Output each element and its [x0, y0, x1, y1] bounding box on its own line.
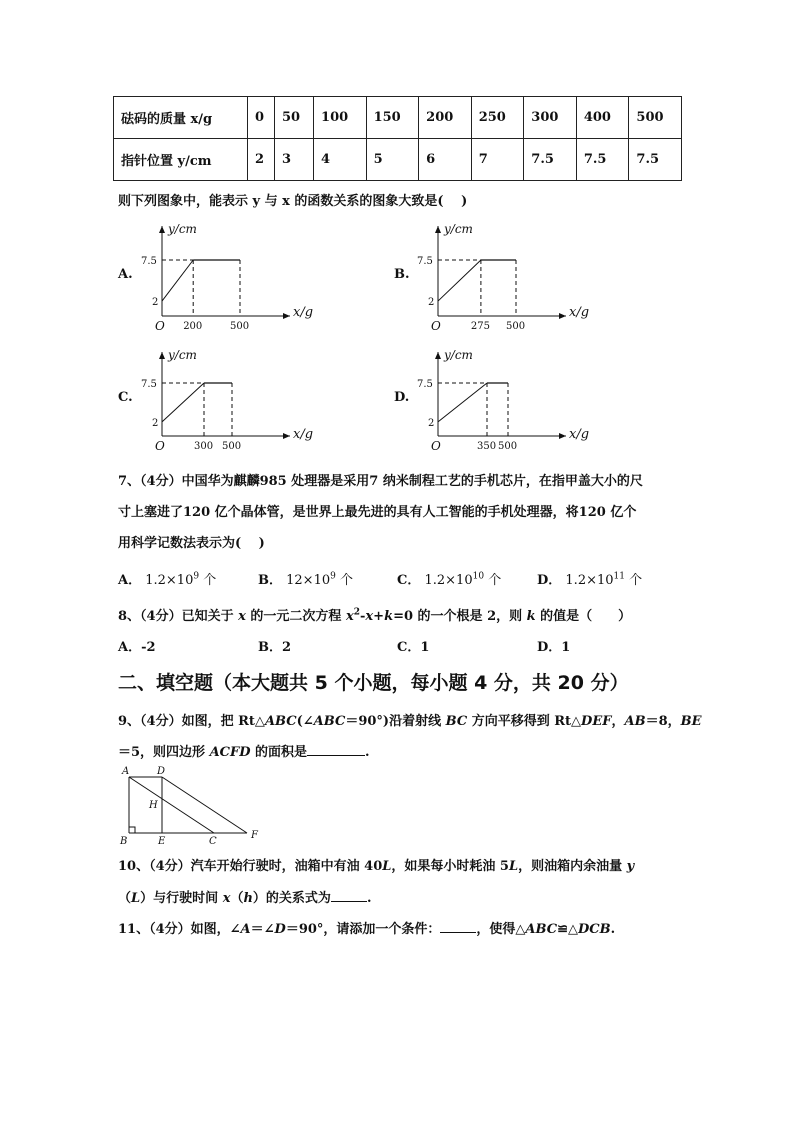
q9-text: . — [365, 745, 370, 760]
y-axis-label: y/cm — [168, 222, 197, 236]
q8-text: =0 的一个根是 2，则 — [393, 609, 527, 624]
function-graph — [138, 344, 314, 454]
answer-blank[interactable] — [307, 755, 365, 756]
label-B: B — [120, 836, 128, 847]
eq-plus: + — [373, 609, 385, 624]
q11-text: ＝∠ — [250, 922, 275, 937]
var-k: k — [526, 609, 536, 624]
y-axis-arrow — [159, 226, 165, 233]
label-F: F — [251, 830, 258, 841]
row-label: 指针位置 y/cm — [114, 139, 248, 181]
option-unit: 个 — [335, 573, 353, 588]
option-letter: A． — [118, 573, 142, 588]
q11-text: ，使得△ — [476, 922, 526, 937]
var-x: x — [222, 891, 231, 906]
q9-text: (∠ — [296, 714, 314, 729]
q9-text: ＝90°)沿着射线 — [345, 714, 446, 729]
angle-D: D — [274, 922, 286, 937]
q11-text: 11、（4分）如图，∠ — [118, 922, 241, 937]
table-cell: 250 — [471, 97, 524, 139]
graph-option-label[interactable]: D. — [394, 390, 410, 405]
unit-L: L — [131, 891, 141, 906]
origin-label: O — [431, 319, 441, 333]
y-tick-label: 7.5 — [417, 256, 433, 267]
graph-option-label[interactable]: A. — [118, 267, 133, 282]
y-axis-label: y/cm — [444, 348, 473, 362]
option-letter: B． — [258, 573, 282, 588]
option-exponent: 9 — [193, 571, 200, 582]
x-axis-label: x/g — [569, 305, 590, 320]
option-letter: A． — [118, 640, 142, 655]
y-tick-label: 7.5 — [141, 256, 157, 267]
q9-text: 方向平移得到 Rt△ — [467, 714, 582, 729]
x-axis-label: x/g — [293, 427, 314, 442]
math-abc: ABC — [313, 714, 346, 729]
option-letter: D． — [537, 573, 562, 588]
answer-blank[interactable] — [331, 901, 367, 902]
option-unit: 个 — [484, 573, 502, 588]
q11-text: . — [610, 922, 616, 937]
table-cell: 6 — [419, 139, 472, 181]
origin-label: O — [431, 439, 441, 453]
math-abc: ABC — [264, 714, 297, 729]
graph-rising-segment — [438, 383, 487, 422]
table-cell: 7.5 — [576, 139, 629, 181]
option-value: 1.2×10 — [420, 573, 473, 588]
q11-text: ＝90°，请添加一个条件： — [285, 922, 441, 937]
table-cell: 0 — [248, 97, 275, 139]
x-tick-label: 500 — [222, 441, 242, 452]
label-H: H — [149, 800, 158, 811]
q8-text: 的值是（ ） — [535, 609, 632, 624]
y-axis-arrow — [435, 226, 441, 233]
option-unit: 个 — [199, 573, 217, 588]
q10-text: ，则油箱内余油量 — [518, 859, 627, 874]
math-def: DEF — [581, 714, 612, 729]
q10-text: . — [366, 891, 372, 906]
q9-line2 — [118, 741, 370, 760]
graph-option-label[interactable]: B. — [394, 267, 410, 282]
q10-text: ，如果每小时耗油 5 — [391, 859, 509, 874]
unit-h: h — [243, 891, 253, 906]
unit-L: L — [508, 859, 519, 874]
data-table — [113, 96, 682, 181]
table-cell: 400 — [576, 97, 629, 139]
section-heading: 二、填空题（本大题共 5 个小题，每小题 4 分，共 20 分） — [118, 672, 629, 694]
graph-rising-segment — [162, 383, 204, 422]
x-tick-label: 500 — [506, 321, 526, 332]
q9-text: 的面积是 — [250, 745, 308, 760]
q10-line2 — [118, 887, 371, 906]
function-graph — [138, 218, 314, 333]
y-axis-arrow — [435, 352, 441, 359]
q10-text: ）的关系式为 — [252, 891, 331, 906]
math-bc: BC — [445, 714, 468, 729]
option-value: -2 — [141, 640, 156, 655]
y-tick-label: 7.5 — [141, 379, 157, 390]
q8-option[interactable] — [397, 636, 429, 655]
q10-text: 10、（4分）汽车开始行驶时，油箱中有油 40 — [118, 859, 383, 874]
x-tick-label: 500 — [230, 321, 250, 332]
eq-exponent: 2 — [353, 607, 360, 618]
table-cell: 5 — [366, 139, 419, 181]
q6-stem: 则下列图象中，能表示 y 与 x 的函数关系的图象大致是( ) — [118, 194, 468, 209]
table-cell: 500 — [629, 97, 682, 139]
graph-option-label[interactable]: C. — [118, 390, 133, 405]
math-be: BE — [680, 714, 702, 729]
graph-rising-segment — [162, 260, 193, 301]
table-cell: 7.5 — [629, 139, 682, 181]
q10-text: ）与行驶时间 — [140, 891, 223, 906]
function-graph — [414, 218, 590, 333]
var-x: x — [238, 609, 246, 624]
q11-line1 — [118, 918, 615, 937]
x-axis-arrow — [283, 313, 290, 319]
unit-L: L — [382, 859, 392, 874]
table-cell: 7.5 — [524, 139, 577, 181]
origin-label: O — [155, 439, 165, 453]
eq-minus: - — [359, 609, 366, 624]
option-exponent: 10 — [472, 571, 485, 582]
option-value: 1.2×10 — [561, 573, 614, 588]
option-letter: C． — [397, 573, 421, 588]
table-cell: 4 — [314, 139, 367, 181]
origin-label: O — [155, 319, 165, 333]
math-abc: ABC — [525, 922, 558, 937]
q10-text: （ — [118, 891, 132, 906]
q8-option[interactable] — [258, 636, 291, 655]
option-value: 1.2×10 — [141, 573, 194, 588]
q9-text: ， — [611, 714, 625, 729]
option-letter: D． — [537, 640, 562, 655]
y-tick-label: 2 — [428, 297, 435, 309]
table-row — [114, 139, 682, 181]
option-letter: C． — [397, 640, 421, 655]
q9-text: 9、（4分）如图，把 Rt△ — [118, 714, 265, 729]
table-cell: 300 — [524, 97, 577, 139]
graph-rising-segment — [438, 260, 481, 301]
table-cell: 2 — [248, 139, 275, 181]
math-ab: AB — [624, 714, 646, 729]
eq-k: k — [384, 609, 394, 624]
row-label: 砝码的质量 x/g — [114, 97, 248, 139]
eq-x: x — [365, 609, 374, 624]
q7-option[interactable] — [397, 569, 501, 588]
q7-line1: 7、（4分）中国华为麒麟985 处理器是采用7 纳米制程工艺的手机芯片，在指甲盖大小的尺 — [118, 474, 643, 489]
angle-A: A — [240, 922, 251, 937]
q8-text: 的一元二次方程 — [245, 609, 346, 624]
q9-text: ＝8， — [645, 714, 681, 729]
option-exponent: 9 — [330, 571, 336, 582]
label-D: D — [157, 766, 166, 777]
y-axis-arrow — [159, 352, 165, 359]
option-value: 1 — [561, 640, 571, 655]
q9-line1 — [118, 710, 702, 729]
table-cell: 7 — [471, 139, 524, 181]
option-value: 2 — [282, 640, 292, 655]
option-value: 12×10 — [282, 573, 331, 588]
q8-stem — [118, 605, 631, 624]
y-axis-label: y/cm — [444, 222, 473, 236]
q9-figure — [116, 763, 266, 848]
option-letter: B． — [258, 640, 282, 655]
y-tick-label: 2 — [152, 417, 159, 429]
y-tick-label: 2 — [152, 297, 159, 309]
function-graph — [414, 344, 590, 454]
table-row — [114, 97, 682, 139]
q10-text: （ — [230, 891, 244, 906]
x-tick-label: 200 — [183, 321, 203, 332]
q10-line1 — [118, 855, 634, 874]
table-cell: 100 — [314, 97, 367, 139]
option-value: 1 — [420, 640, 430, 655]
table-cell: 50 — [275, 97, 314, 139]
table-cell: 3 — [275, 139, 314, 181]
x-axis-label: x/g — [293, 305, 314, 320]
q7-option[interactable] — [118, 569, 216, 588]
q9-text: ＝5，则四边形 — [118, 745, 210, 760]
math-acfd: ACFD — [209, 745, 251, 760]
x-tick-label: 275 — [470, 321, 490, 332]
math-dcb: DCB — [577, 922, 611, 937]
x-tick-label: 500 — [498, 441, 518, 452]
table-cell: 200 — [419, 97, 472, 139]
x-axis-arrow — [283, 433, 290, 439]
option-unit: 个 — [624, 573, 643, 588]
table-cell: 150 — [366, 97, 419, 139]
y-tick-label: 2 — [428, 417, 435, 429]
option-exponent: 11 — [613, 571, 625, 582]
label-E: E — [158, 836, 166, 847]
x-axis-label: x/g — [569, 427, 590, 442]
var-y: y — [626, 859, 635, 874]
q8-option[interactable] — [118, 636, 156, 655]
q11-text: ≌△ — [557, 922, 578, 937]
label-A: A — [122, 766, 130, 777]
q8-option[interactable] — [537, 636, 570, 655]
answer-blank[interactable] — [440, 932, 476, 933]
q7-line3: 用科学记数法表示为( ) — [118, 536, 265, 551]
y-axis-label: y/cm — [168, 348, 197, 362]
x-axis-arrow — [559, 433, 566, 439]
q7-option[interactable] — [258, 569, 353, 588]
x-tick-label: 350 — [477, 441, 497, 452]
eq-x: x — [345, 609, 354, 624]
x-axis-arrow — [559, 313, 566, 319]
label-C: C — [209, 836, 217, 847]
q7-option[interactable] — [537, 569, 642, 588]
q8-text: 8、（4分）已知关于 — [118, 609, 239, 624]
q7-line2: 寸上塞进了120 亿个晶体管，是世界上最先进的具有人工智能的手机处理器，将120 亿个 — [118, 505, 637, 520]
y-tick-label: 7.5 — [417, 379, 433, 390]
x-tick-label: 300 — [194, 441, 214, 452]
